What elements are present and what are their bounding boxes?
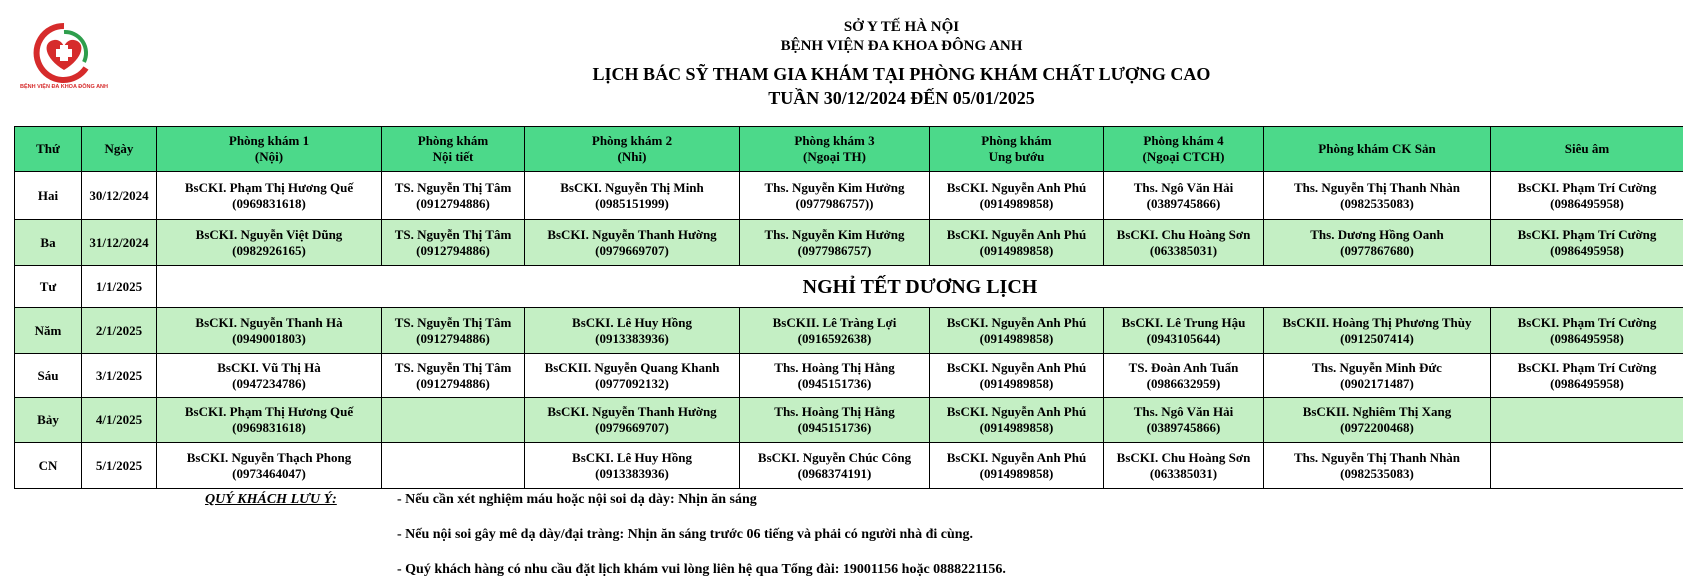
document-header: [0, 18, 1683, 110]
table-row: [15, 172, 1683, 220]
date-cell: 3/1/2025: [82, 354, 157, 398]
column-header: Phòng khám 2 (Nhi): [525, 127, 740, 172]
date-cell: 2/1/2025: [82, 308, 157, 354]
date-cell: 31/12/2024: [82, 220, 157, 266]
date-cell: 5/1/2025: [82, 443, 157, 489]
day-cell: Tư: [15, 266, 82, 308]
doctor-cell: BsCKII. Hoàng Thị Phương Thùy (0912507414): [1264, 308, 1491, 354]
doctor-cell: TS. Nguyễn Thị Tâm (0912794886): [382, 172, 525, 220]
schedule-week: TUẦN 30/12/2024 ĐẾN 05/01/2025: [768, 88, 1035, 108]
doctor-cell: BsCKII. Nghiêm Thị Xang (0972200468): [1264, 398, 1491, 443]
doctor-cell: Ths. Ngô Văn Hải (0389745866): [1104, 398, 1264, 443]
doctor-cell: TS. Nguyễn Thị Tâm (0912794886): [382, 354, 525, 398]
doctor-cell: BsCKI. Phạm Trí Cường (0986495958): [1491, 354, 1683, 398]
doctor-cell: BsCKI. Chu Hoàng Sơn (063385031): [1104, 443, 1264, 489]
logo-caption: BỆNH VIỆN ĐA KHOA ĐÔNG ANH: [19, 84, 108, 90]
date-cell: 30/12/2024: [82, 172, 157, 220]
doctor-cell: TS. Nguyễn Thị Tâm (0912794886): [382, 220, 525, 266]
day-cell: Ba: [15, 220, 82, 266]
doctor-cell: BsCKII. Nguyễn Quang Khanh (0977092132): [525, 354, 740, 398]
doctor-cell: BsCKI. Nguyễn Anh Phú (0914989858): [930, 220, 1104, 266]
doctor-cell: BsCKI. Phạm Thị Hương Quế (0969831618): [157, 172, 382, 220]
doctor-cell: BsCKI. Nguyễn Anh Phú (0914989858): [930, 443, 1104, 489]
doctor-cell: TS. Nguyễn Thị Tâm (0912794886): [382, 308, 525, 354]
doctor-cell: [382, 443, 525, 489]
doctor-cell: BsCKI. Phạm Trí Cường (0986495958): [1491, 220, 1683, 266]
doctor-cell: BsCKI. Vũ Thị Hà (0947234786): [157, 354, 382, 398]
doctor-cell: BsCKI. Lê Huy Hồng (0913383936): [525, 443, 740, 489]
doctor-cell: [382, 398, 525, 443]
doctor-cell: BsCKI. Nguyễn Thanh Hà (0949001803): [157, 308, 382, 354]
day-cell: Hai: [15, 172, 82, 220]
doctor-cell: Ths. Hoàng Thị Hằng (0945151736): [740, 354, 930, 398]
table-row: [15, 354, 1683, 398]
doctor-cell: Ths. Nguyễn Thị Thanh Nhàn (0982535083): [1264, 443, 1491, 489]
table-row: [15, 308, 1683, 354]
schedule-title: LỊCH BÁC SỸ THAM GIA KHÁM TẠI PHÒNG KHÁM CHẤT LƯỢNG CAO: [592, 64, 1211, 84]
doctor-cell: BsCKI. Nguyễn Anh Phú (0914989858): [930, 398, 1104, 443]
date-cell: 4/1/2025: [82, 398, 157, 443]
note-line: - Nếu cần xét nghiệm máu hoặc nội soi dạ dày: Nhịn ăn sáng: [397, 492, 757, 507]
doctor-cell: BsCKI. Phạm Thị Hương Quế (0969831618): [157, 398, 382, 443]
table-row: [15, 220, 1683, 266]
doctor-cell: Ths. Nguyễn Kim Hưởng (0977986757): [740, 220, 930, 266]
note-line: - Nếu nội soi gây mê dạ dày/đại tràng: Nhịn ăn sáng trước 06 tiếng và phải có người nhà đi cùng.: [397, 527, 974, 542]
table-header-row: [15, 127, 1683, 172]
column-header: Thứ: [15, 127, 82, 172]
department-name: SỞ Y TẾ HÀ NỘI: [843, 19, 960, 35]
column-header: Phòng khám Ung bướu: [930, 127, 1104, 172]
table-row: [15, 443, 1683, 489]
table-row: [15, 266, 1683, 308]
column-header: Siêu âm: [1491, 127, 1683, 172]
doctor-cell: BsCKI. Nguyễn Anh Phú (0914989858): [930, 354, 1104, 398]
doctor-cell: BsCKI. Phạm Trí Cường (0986495958): [1491, 308, 1683, 354]
doctor-cell: Ths. Hoàng Thị Hằng (0945151736): [740, 398, 930, 443]
doctor-cell: BsCKII. Lê Tràng Lợi (0916592638): [740, 308, 930, 354]
date-cell: 1/1/2025: [82, 266, 157, 308]
doctor-cell: BsCKI. Nguyễn Thị Minh (0985151999): [525, 172, 740, 220]
table-row: [15, 398, 1683, 443]
doctor-cell: Ths. Nguyễn Minh Đức (0902171487): [1264, 354, 1491, 398]
column-header: Phòng khám 1 (Nội): [157, 127, 382, 172]
doctor-cell: BsCKI. Lê Huy Hồng (0913383936): [525, 308, 740, 354]
column-header: Phòng khám Nội tiết: [382, 127, 525, 172]
column-header: Phòng khám CK Sản: [1264, 127, 1491, 172]
hospital-name: BỆNH VIỆN ĐA KHOA ĐÔNG ANH: [780, 38, 1023, 54]
day-cell: Sáu: [15, 354, 82, 398]
doctor-cell: BsCKI. Lê Trung Hậu (0943105644): [1104, 308, 1264, 354]
doctor-cell: Ths. Ngô Văn Hải (0389745866): [1104, 172, 1264, 220]
doctor-cell: BsCKI. Nguyễn Chúc Công (0968374191): [740, 443, 930, 489]
doctor-cell: BsCKI. Nguyễn Thanh Hường (0979669707): [525, 220, 740, 266]
doctor-cell: BsCKI. Nguyễn Việt Dũng (0982926165): [157, 220, 382, 266]
notes-label: QUÝ KHÁCH LƯU Ý:: [205, 492, 337, 507]
column-header: Ngày: [82, 127, 157, 172]
doctor-cell: TS. Đoàn Anh Tuấn (0986632959): [1104, 354, 1264, 398]
doctor-cell: Ths. Dương Hồng Oanh (0977867680): [1264, 220, 1491, 266]
doctor-cell: BsCKI. Nguyễn Anh Phú (0914989858): [930, 308, 1104, 354]
doctor-cell: BsCKI. Nguyễn Thanh Hường (0979669707): [525, 398, 740, 443]
column-header: Phòng khám 4 (Ngoại CTCH): [1104, 127, 1264, 172]
day-cell: Năm: [15, 308, 82, 354]
doctor-cell: BsCKI. Nguyễn Anh Phú (0914989858): [930, 172, 1104, 220]
holiday-cell: NGHỈ TẾT DƯƠNG LỊCH: [157, 266, 1683, 308]
doctor-cell: Ths. Nguyễn Kim Hưởng (0977986757)): [740, 172, 930, 220]
doctor-cell: BsCKI. Chu Hoàng Sơn (063385031): [1104, 220, 1264, 266]
day-cell: CN: [15, 443, 82, 489]
note-line: - Quý khách hàng có nhu cầu đặt lịch khám vui lòng liên hệ qua Tổng đài: 19001156 hoặc 0888221156.: [397, 562, 1006, 577]
schedule-table: [14, 126, 1683, 489]
day-cell: Bảy: [15, 398, 82, 443]
doctor-cell: [1491, 398, 1683, 443]
column-header: Phòng khám 3 (Ngoại TH): [740, 127, 930, 172]
doctor-cell: [1491, 443, 1683, 489]
doctor-cell: BsCKI. Nguyễn Thạch Phong (0973464047): [157, 443, 382, 489]
doctor-cell: BsCKI. Phạm Trí Cường (0986495958): [1491, 172, 1683, 220]
doctor-cell: Ths. Nguyễn Thị Thanh Nhàn (0982535083): [1264, 172, 1491, 220]
